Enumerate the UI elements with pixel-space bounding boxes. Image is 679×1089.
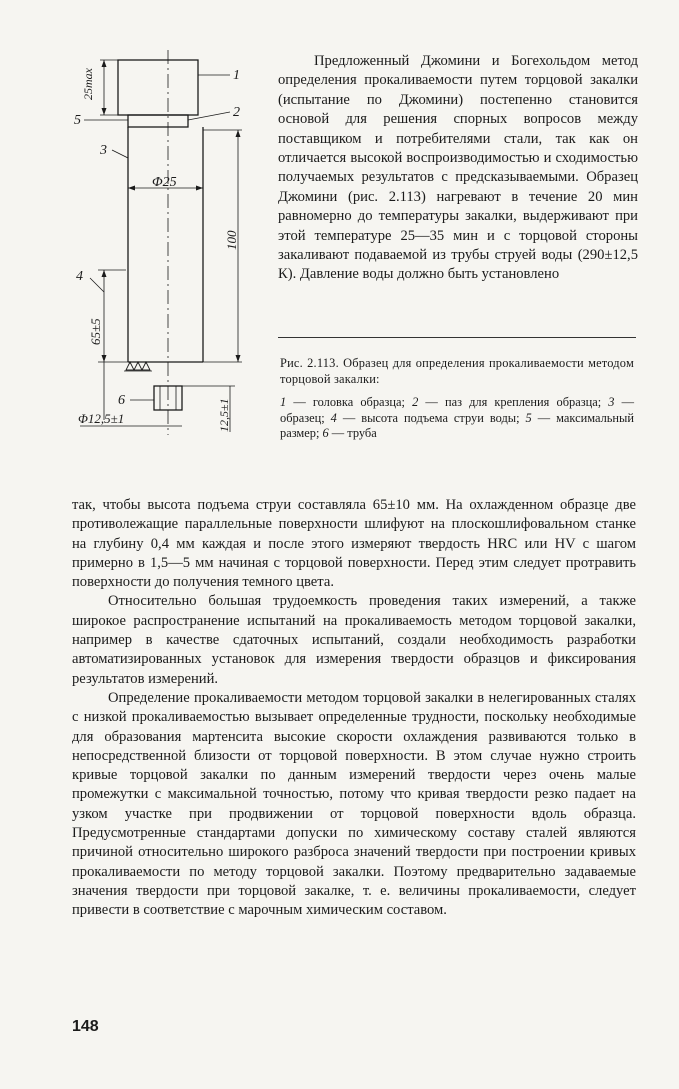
- legend-num-4: 4: [330, 410, 337, 425]
- paragraph-unalloyed-steels: Определение прокаливаемости методом торцовой закалки в нелегированных сталях с низкой прокаливаемостью вызывает определенные трудности, поскольку необходимые для образования мартенсита высокие скорости охлаждения развиваются только в непосредственной близости от торцовой поверхности. В этом случае нужно строить кривые торцовой закалки по данным измерений твердости через очень малые промежутки с максимальной точностью, потому что кривая твердости резко падает на узком участке при продвижении от торцовой поверхности вдоль образца. Предусмотренные стандартами допуски по химическому составу сталей являются причиной относительно широкого разброса значений твердости при построении кривых прокаливаемости по методу торцовой закалки. Поэтому предварительно задаваемые значения твердости при торцовой закалке, т. е. величины прокаливаемости, следует привести в соответствие с марочным химическим составом.: [72, 689, 636, 919]
- legend-text-5: — максимальный размер;: [280, 410, 634, 440]
- label-3: 3: [100, 143, 107, 158]
- legend-num-1: 1: [280, 395, 287, 409]
- dim-65: 65±5: [88, 318, 103, 345]
- dim-12-5: 12,5±1: [217, 398, 231, 432]
- specimen-groove: [128, 115, 188, 127]
- label-4: 4: [76, 269, 83, 284]
- caption-rule: [278, 337, 636, 338]
- legend-text-2: — паз для крепления образца;: [418, 395, 609, 409]
- figure-caption-legend: [280, 395, 634, 442]
- figure-caption-title: Рис. 2.113. Образец для определения прокаливаемости методом торцовой закалки:: [280, 356, 634, 386]
- dim-25max: 25max: [81, 68, 95, 100]
- page-number: 148: [72, 1018, 99, 1035]
- paragraph-automation: Относительно большая трудоемкость проведения таких измерений, а также широкое распространение испытаний на прокаливаемость методом торцовой закалки, например в качестве сдаточных испытаний, создали необходимость разработки автоматизированных установок для измерения твердости образцов и фиксирования результатов измерений.: [72, 593, 636, 687]
- figure-jominy-specimen: [70, 40, 270, 440]
- paragraph-continuation: так, чтобы высота подъема струи составляла 65±10 мм. На охлажденном образце две противолежащие параллельные поверхности шлифуют на плоскошлифовальном станке на глубину 0,4 мм каждая и после этого измеряют твердость HRC или HV с шагом примерно в 1,5—5 мм начиная с торцовой поверхности. Перед этим следует протравить поверхности до получения темного цвета.: [72, 497, 636, 591]
- label-6: 6: [118, 393, 125, 408]
- specimen-drawing: [70, 40, 270, 440]
- legend-text-6: — труба: [328, 426, 377, 440]
- label-5: 5: [74, 113, 81, 128]
- dim-phi25: Φ25: [152, 175, 177, 190]
- dim-100: 100: [224, 230, 239, 250]
- legend-num-5: 5: [525, 410, 532, 425]
- legend-text-4: — высота подъема струи воды;: [336, 410, 526, 425]
- intro-paragraph: Предложенный Джомини и Богехольдом метод определения прокаливаемости путем торцовой закалки (испытание по Джомини) постепенно становится основой для решения спорных вопросов между поставщиком и потребителями стали, так как он отличается высокой воспроизводимостью и сходимостью получаемых результатов с предсказываемыми. Образец Джомини (рис. 2.113) нагревают в течение 20 мин равномерно до температуры закалки, выдерживают при этой температуре 25—35 мин и с торцовой стороны закаливают подаваемой из трубы струей воды (290±12,5 К). Давление воды должно быть установлено: [278, 53, 638, 283]
- label-2: 2: [233, 105, 240, 120]
- legend-num-2: 2: [412, 395, 419, 409]
- label-1: 1: [233, 68, 240, 83]
- body-text: [72, 496, 636, 921]
- legend-num-3: 3: [608, 395, 615, 409]
- legend-text-3: — образец;: [280, 395, 634, 425]
- specimen-head: [118, 60, 198, 115]
- legend-text-1: — головка образца;: [286, 395, 413, 409]
- dim-phi12-5: Φ12,5±1: [78, 411, 125, 426]
- legend-num-6: 6: [322, 426, 329, 440]
